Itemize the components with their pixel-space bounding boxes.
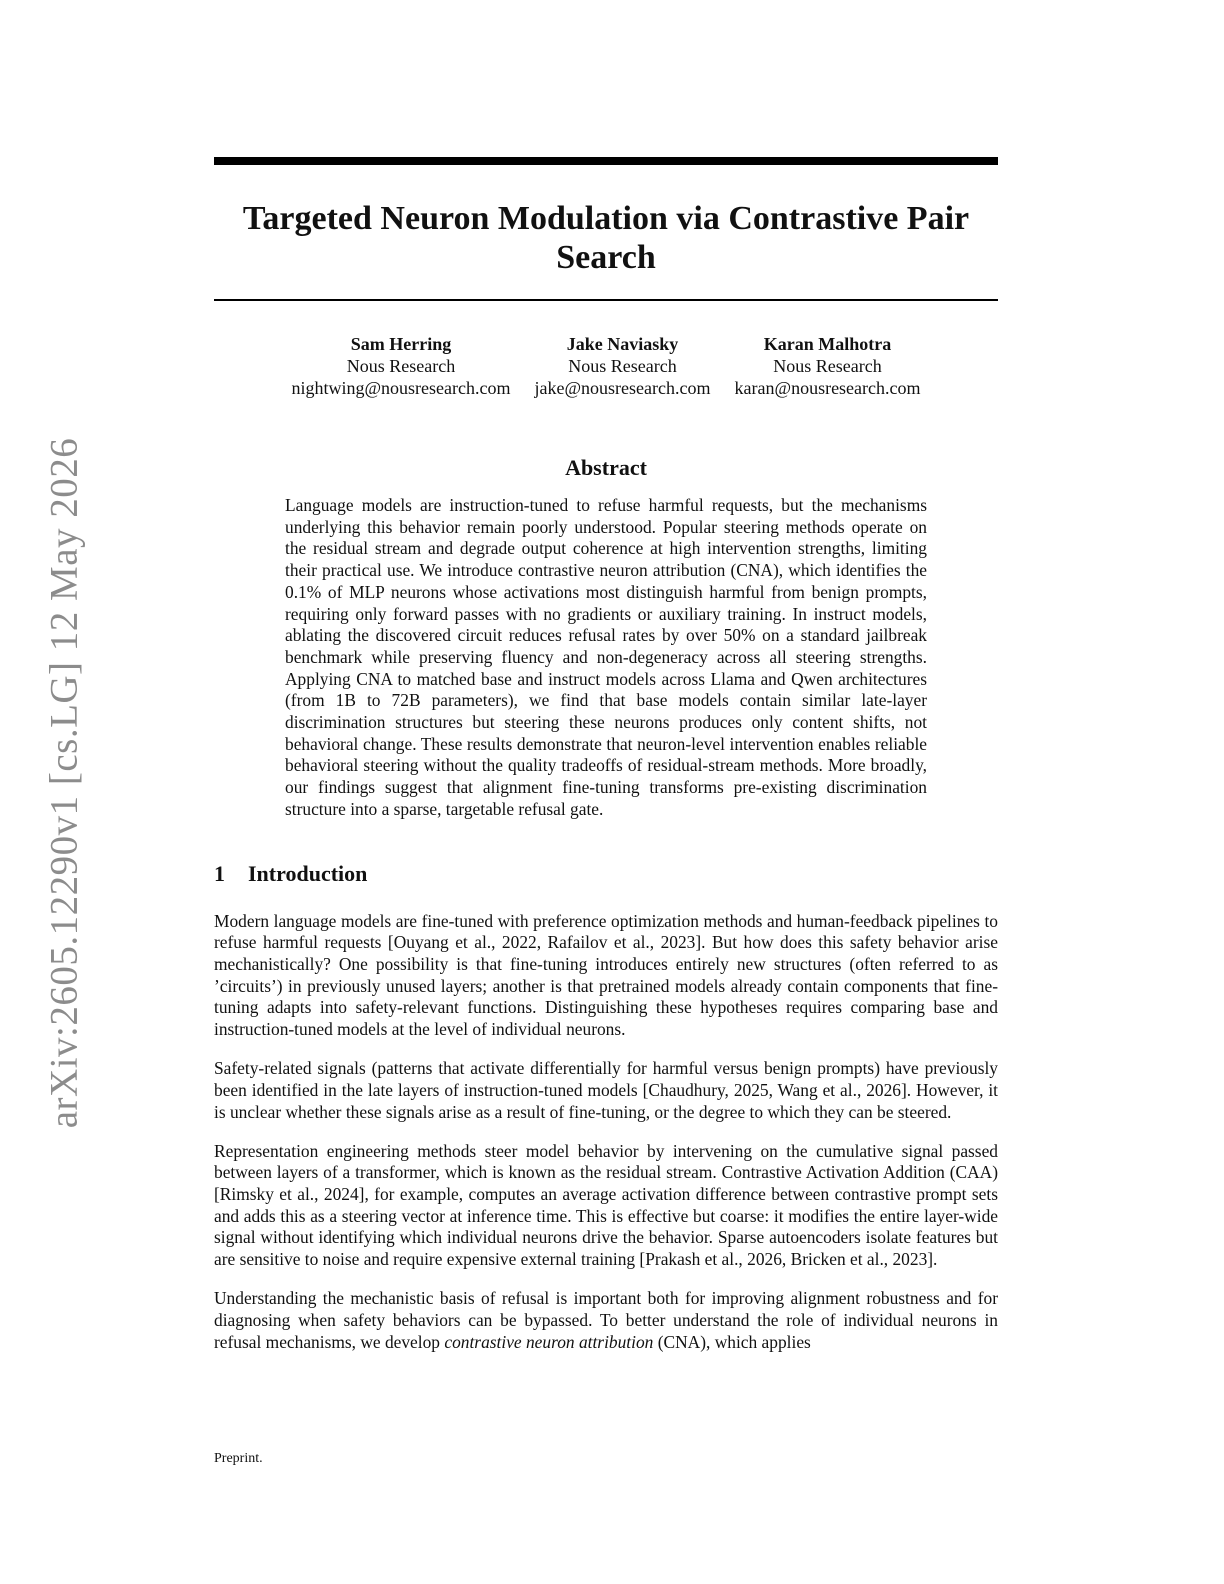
section-heading [214, 861, 998, 887]
body-paragraph [214, 1288, 998, 1353]
arxiv-identifier: arXiv:2605.12290v1 [cs.LG] 12 May 2026 [42, 437, 86, 1129]
paragraph-text: Understanding the mechanistic basis of refusal is important both for improving alignment robustness and for diagnosing when safety behaviors can be bypassed. To better understand the role of individual neurons in refusal mechanisms, we develop [214, 1288, 998, 1352]
body-paragraph: Modern language models are fine-tuned with preference optimization methods and human-feedback pipelines to refuse harmful requests [Ouyang et al., 2022, Rafailov et al., 2023]. But how does this safety behavior arise mechanistically? One possibility is that fine-tuning introduces entirely new structures (often referred to as ’circuits’) in previously unused layers; another is that pretrained models already contain components that fine-tuning adapts into safety-relevant functions. Distinguishing these hypotheses requires comparing base and instruction-tuned models at the level of individual neurons. [214, 910, 998, 1040]
author-card [535, 333, 711, 399]
author-affiliation: Nous Research [346, 356, 456, 376]
footer-note: Preprint. [214, 1451, 263, 1466]
author-email: nightwing@nousresearch.com [291, 378, 511, 398]
author-name: Karan Malhotra [763, 334, 892, 354]
body-paragraph: Safety-related signals (patterns that activate differentially for harmful versus benign prompts) have previously been identified in the late layers of instruction-tuned models [Chaudhury, 2025, Wang et al., 2026]. However, it is unclear whether these signals arise as a result of fine-tuning, or the degree to which they can be steered. [214, 1058, 998, 1122]
abstract-text: Language models are instruction-tuned to refuse harmful requests, but the mechanisms underlying this behavior remain poorly understood. Popular steering methods operate on the residual stream and degrade output coherence at high intervention strengths, limiting their practical use. We introduce contrastive neuron attribution (CNA), which identifies the 0.1% of MLP neurons whose activations most distinguish harmful from benign prompts, requiring only forward passes with no gradients or auxiliary training. In instruct models, ablating the discovered circuit reduces refusal rates by over 50% on a standard jailbreak benchmark while preserving fluency and non-degeneracy across all steering strengths. Applying CNA to matched base and instruct models across Llama and Qwen architectures (from 1B to 72B parameters), we find that base models contain similar late-layer discrimination structures but steering these neurons produces only content shifts, not behavioral change. These results demonstrate that neuron-level intervention enables reliable behavioral steering without the quality tradeoffs of residual-stream methods. More broadly, our findings suggest that alignment fine-tuning transforms pre-existing discrimination structure into a sparse, targetable refusal gate. [285, 495, 927, 819]
author-email: jake@nousresearch.com [534, 378, 711, 398]
title-top-rule [214, 157, 998, 165]
author-block [214, 333, 998, 399]
paragraph-text: (CNA), which applies [653, 1331, 811, 1352]
title-bottom-rule [214, 299, 998, 301]
body-paragraph: Representation engineering methods steer model behavior by intervening on the cumulative signal passed between layers of a transformer, which is known as the residual stream. Contrastive Activation Addition (CAA) [Rimsky et al., 2024], for example, computes an average activation difference between contrastive prompt sets and adds this as a steering vector at inference time. This is effective but coarse: it modifies the entire layer-wide signal without identifying which individual neurons drive the behavior. Sparse autoencoders isolate features but are sensitive to noise and require expensive external training [Prakash et al., 2026, Bricken et al., 2023]. [214, 1140, 998, 1270]
section-title: Introduction [248, 860, 368, 886]
author-name: Sam Herring [350, 334, 452, 354]
section-number: 1 [214, 860, 225, 886]
author-name: Jake Naviasky [566, 334, 679, 354]
paper-page [214, 157, 998, 1371]
author-card [735, 333, 921, 399]
emphasized-term: contrastive neuron attribution [444, 1331, 654, 1352]
author-affiliation: Nous Research [568, 356, 677, 376]
paper-title: Targeted Neuron Modulation via Contrastive Pair Search [242, 200, 970, 276]
author-affiliation: Nous Research [773, 356, 882, 376]
author-card [291, 333, 510, 399]
author-email: karan@nousresearch.com [734, 378, 921, 398]
abstract-heading: Abstract [565, 455, 647, 480]
